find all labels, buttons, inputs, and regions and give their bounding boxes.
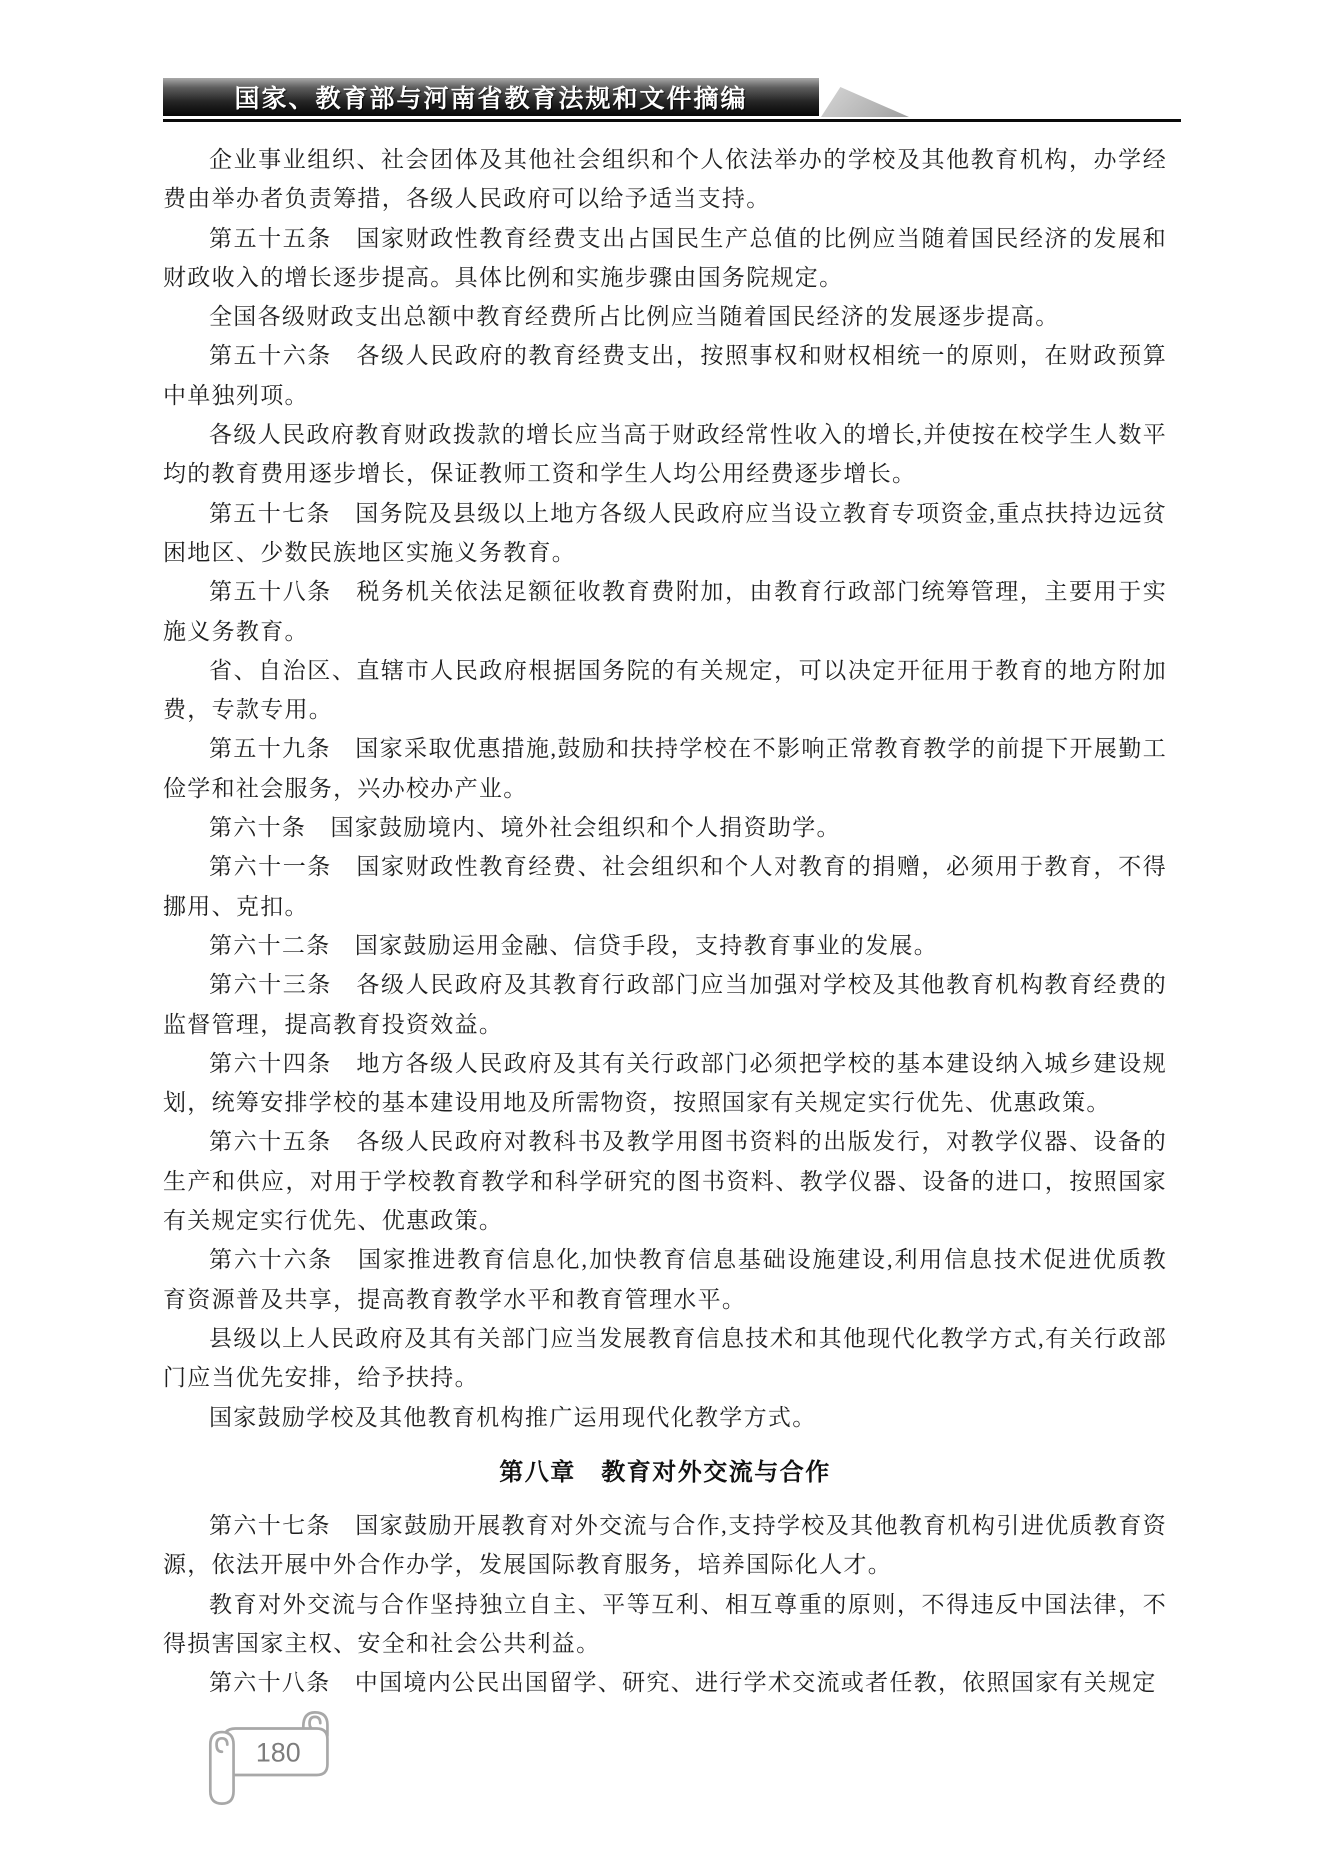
article-text-block xyxy=(163,140,1167,1703)
body-paragraph: 第六十八条 中国境内公民出国留学、研究、进行学术交流或者任教，依照国家有关规定 xyxy=(209,1670,1157,1696)
body-paragraph: 企业事业组织、社会团体及其他社会组织和个人依法举办的学校及其他教育机构，办学经费由举办者负责筹措，各级人民政府可以给予适当支持。 xyxy=(163,147,1167,212)
body-paragraph: 第六十二条 国家鼓励运用金融、信贷手段，支持教育事业的发展。 xyxy=(209,932,938,958)
body-paragraph: 第六十五条 各级人民政府对教科书及教学用图书资料的出版发行，对教学仪器、设备的生产和供应，对用于学校教育教学和科学研究的图书资料、教学仪器、设备的进口，按照国家有关规定实行优先、优惠政策。 xyxy=(163,1129,1167,1234)
body-paragraph: 第六十条 国家鼓励境内、境外社会组织和个人捐资助学。 xyxy=(209,815,841,841)
body-paragraph: 第六十六条 国家推进教育信息化,加快教育信息基础设施建设,利用信息技术促进优质教育资源普及共享，提高教育教学水平和教育管理水平。 xyxy=(163,1247,1167,1312)
header-divider-rule xyxy=(163,119,1181,122)
body-paragraph: 教育对外交流与合作坚持独立自主、平等互利、相互尊重的原则，不得违反中国法律，不得损害国家主权、安全和社会公共利益。 xyxy=(163,1591,1167,1656)
body-paragraph: 省、自治区、直辖市人民政府根据国务院的有关规定，可以决定开征用于教育的地方附加费，专款专用。 xyxy=(163,657,1167,723)
body-paragraph: 第五十七条 国务院及县级以上地方各级人民政府应当设立教育专项资金,重点扶持边远贫困地区、少数民族地区实施义务教育。 xyxy=(163,500,1167,565)
body-paragraph: 第五十六条 各级人民政府的教育经费支出，按照事权和财权相统一的原则，在财政预算中单独列项。 xyxy=(163,343,1167,408)
body-paragraph: 第五十五条 国家财政性教育经费支出占国民生产总值的比例应当随着国民经济的发展和财政收入的增长逐步提高。具体比例和实施步骤由国务院规定。 xyxy=(163,225,1167,290)
body-paragraph: 第六十三条 各级人民政府及其教育行政部门应当加强对学校及其他教育机构教育经费的监督管理，提高教育投资效益。 xyxy=(163,972,1167,1037)
page-number: 180 xyxy=(255,1737,301,1768)
body-paragraph: 各级人民政府教育财政拨款的增长应当高于财政经常性收入的增长,并使按在校学生人数平均的教育费用逐步增长，保证教师工资和学生人均公用经费逐步增长。 xyxy=(163,422,1167,487)
body-paragraph: 第六十七条 国家鼓励开展教育对外交流与合作,支持学校及其他教育机构引进优质教育资源，依法开展中外合作办学，发展国际教育服务，培养国际化人才。 xyxy=(163,1513,1167,1578)
body-paragraph: 全国各级财政支出总额中教育经费所占比例应当随着国民经济的发展逐步提高。 xyxy=(209,304,1060,330)
body-paragraph: 第五十八条 税务机关依法足额征收教育费附加，由教育行政部门统筹管理，主要用于实施义务教育。 xyxy=(163,579,1167,644)
body-paragraph: 县级以上人民政府及其有关部门应当发展教育信息技术和其他现代化教学方式,有关行政部门应当优先安排，给予扶持。 xyxy=(163,1325,1167,1391)
page-number-scroll xyxy=(196,1703,348,1813)
body-paragraph: 第五十九条 国家采取优惠措施,鼓励和扶持学校在不影响正常教育教学的前提下开展勤工俭学和社会服务，兴办校办产业。 xyxy=(163,736,1167,801)
paragraphs-before-heading xyxy=(163,140,1167,1437)
header-banner xyxy=(163,78,819,116)
body-paragraph: 第六十四条 地方各级人民政府及其有关行政部门必须把学校的基本建设纳入城乡建设规划，统筹安排学校的基本建设用地及所需物资，按照国家有关规定实行优先、优惠政策。 xyxy=(163,1050,1167,1116)
paragraphs-after-heading xyxy=(163,1506,1167,1702)
header-title: 国家、教育部与河南省教育法规和文件摘编 xyxy=(234,86,748,113)
chapter-heading: 第八章 教育对外交流与合作 xyxy=(499,1459,831,1486)
pennant-arrow-icon xyxy=(821,87,909,117)
body-paragraph: 第六十一条 国家财政性教育经费、社会组织和个人对教育的捐赠，必须用于教育，不得挪用、克扣。 xyxy=(163,854,1167,919)
body-paragraph: 国家鼓励学校及其他教育机构推广运用现代化教学方式。 xyxy=(209,1404,817,1430)
